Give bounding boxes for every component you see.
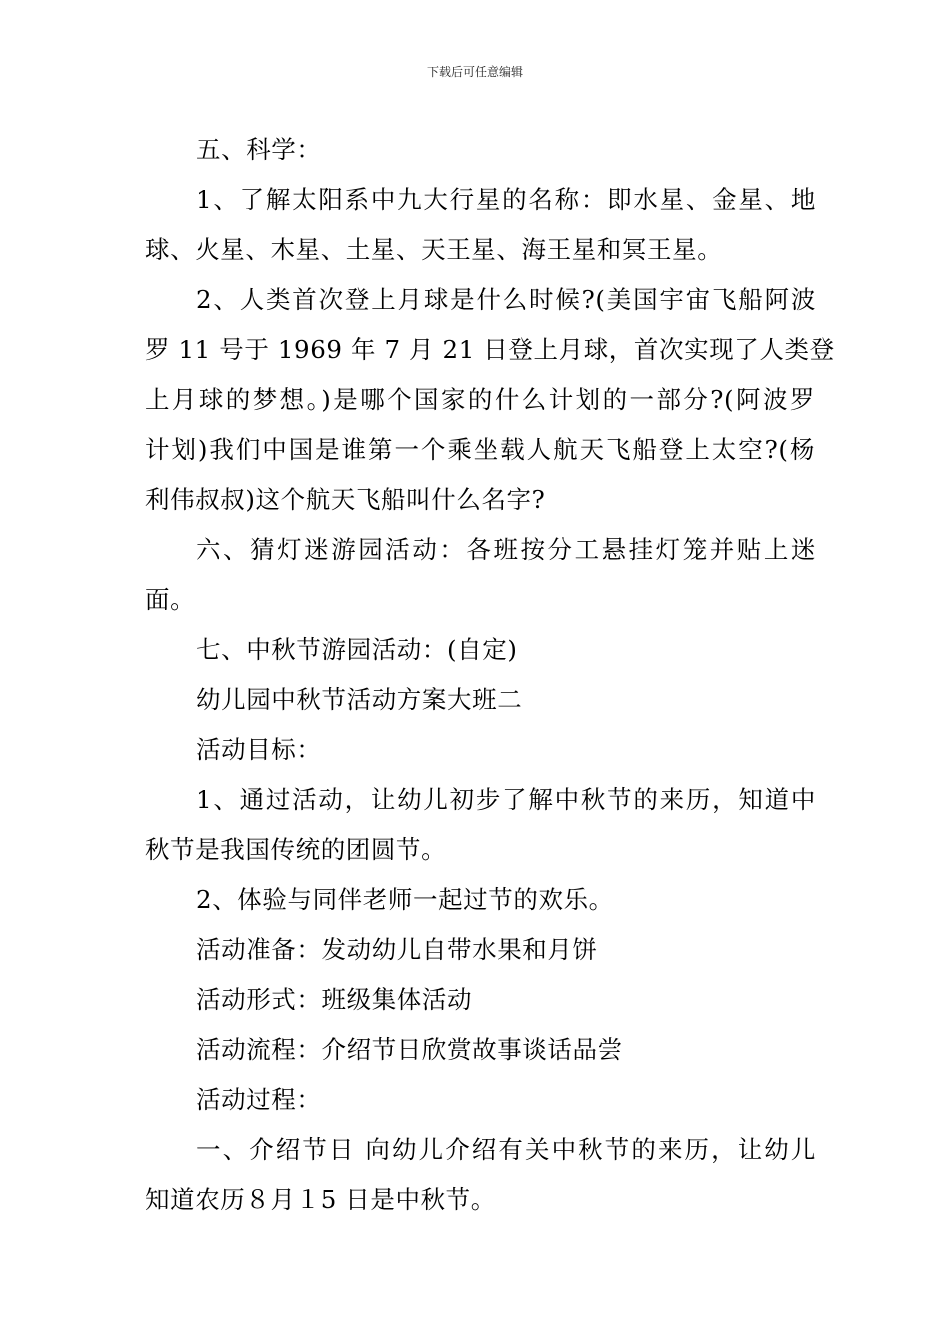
- section-heading-flow: 活动流程：介绍节日欣赏故事谈话品尝: [196, 1035, 623, 1064]
- section-heading-process: 活动过程：: [196, 1085, 322, 1114]
- section-heading-lantern-riddles: 六、猜灯迷游园活动：各班按分工悬挂灯笼并贴上迷: [196, 535, 816, 564]
- paragraph-line: 罗 11 号于 1969 年 7 月 21 日登上月球，首次实现了人类登: [145, 335, 835, 364]
- paragraph-line: 2、人类首次登上月球是什么时候?(美国宇宙飞船阿波: [196, 285, 816, 314]
- section-heading-garden-activity: 七、中秋节游园活动：(自定): [196, 635, 518, 664]
- paragraph-line: 计划)我们中国是谁第一个乘坐载人航天飞船登上太空?(杨: [145, 435, 815, 464]
- paragraph-line: 秋节是我国传统的团圆节。: [145, 835, 447, 864]
- paragraph-line: 上月球的梦想。)是哪个国家的什么计划的一部分?(阿波罗: [145, 385, 815, 414]
- paragraph-line: 知道农历８月１5 日是中秋节。: [145, 1185, 496, 1214]
- page-header-note: 下载后可任意编辑: [426, 65, 523, 79]
- paragraph-line: 1、通过活动，让幼儿初步了解中秋节的来历，知道中: [196, 785, 816, 814]
- paragraph-line: 球、火星、木星、土星、天王星、海王星和冥王星。: [145, 235, 723, 264]
- section-heading-goals: 活动目标：: [196, 735, 322, 764]
- paragraph-line: 一、介绍节日 向幼儿介绍有关中秋节的来历，让幼儿: [196, 1135, 816, 1164]
- paragraph-line: 利伟叔叔)这个航天飞船叫什么名字?: [145, 485, 546, 514]
- paragraph-line: 2、体验与同伴老师一起过节的欢乐。: [196, 885, 614, 914]
- section-heading-format: 活动形式：班级集体活动: [196, 985, 473, 1014]
- section-heading-science: 五、科学：: [196, 135, 322, 164]
- section-heading-preparation: 活动准备：发动幼儿自带水果和月饼: [196, 935, 598, 964]
- paragraph-line: 1、了解太阳系中九大行星的名称：即水星、金星、地: [196, 185, 816, 214]
- document-subtitle: 幼儿园中秋节活动方案大班二: [196, 685, 523, 714]
- paragraph-line: 面。: [145, 585, 196, 614]
